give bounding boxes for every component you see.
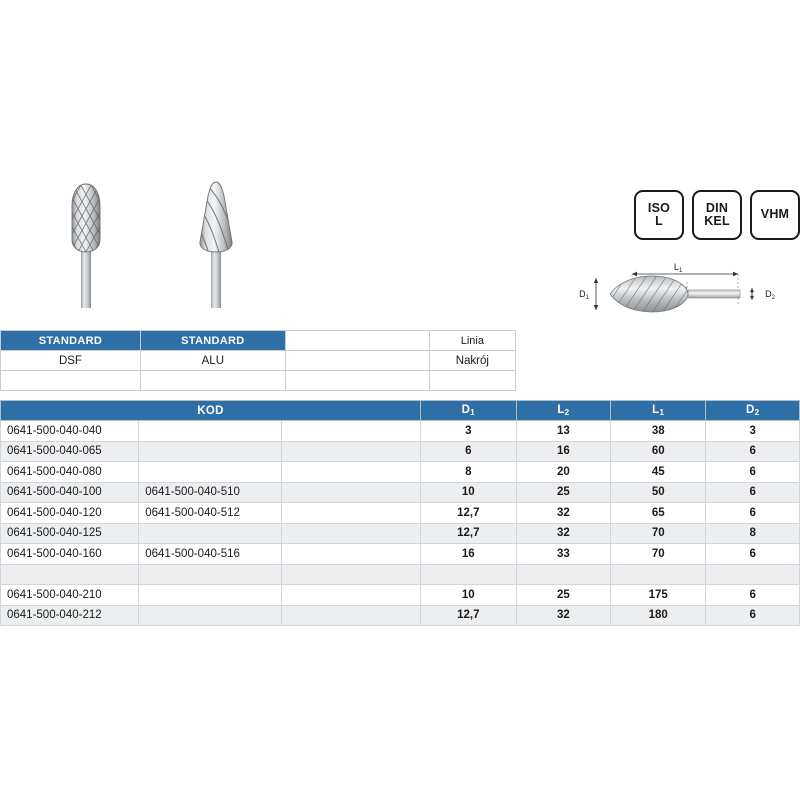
cell-kod1: 0641-500-040-080 — [1, 462, 139, 483]
standards-badges — [634, 190, 800, 240]
cell-l1: 180 — [611, 605, 706, 626]
iso-badge-line2: L — [655, 214, 663, 228]
cell-kod1: 0641-500-040-160 — [1, 544, 139, 565]
cell-d2: 6 — [706, 441, 800, 462]
table-row — [1, 585, 800, 606]
cell-d2: 8 — [706, 523, 800, 544]
specification-table — [0, 400, 800, 626]
header-l1: $L_1$ — [611, 401, 706, 421]
product-illustrations — [0, 180, 300, 325]
standard-strip-spacer-row — [1, 371, 516, 391]
cell-d1: 16 — [420, 544, 516, 565]
header-kod: KOD — [1, 401, 421, 421]
standard-header-linia: Linia — [429, 331, 515, 351]
cell-empty — [281, 421, 420, 442]
cell-l2: 16 — [516, 441, 610, 462]
standard-strip-header-row — [1, 331, 516, 351]
cell-d1: 12,7 — [420, 605, 516, 626]
cell-l2: 13 — [516, 421, 610, 442]
cell-d1: 8 — [420, 462, 516, 483]
table-row-blank — [1, 564, 800, 585]
cell-l2: 25 — [516, 482, 610, 503]
cell-kod1: 0641-500-040-065 — [1, 441, 139, 462]
cell-kod2 — [139, 421, 282, 442]
cell-l1: 38 — [611, 421, 706, 442]
cell-kod2 — [139, 585, 282, 606]
standard-value-dsf: DSF — [1, 351, 141, 371]
standard-header-alu: STANDARD — [140, 331, 285, 351]
cell-kod1: 0641-500-040-212 — [1, 605, 139, 626]
cell-d2: 6 — [706, 585, 800, 606]
cell-d2: 6 — [706, 503, 800, 524]
iso-badge-line1: ISO — [647, 200, 671, 215]
cell-l1: 45 — [611, 462, 706, 483]
standard-value-empty — [285, 351, 429, 371]
cell-kod2: 0641-500-040-516 — [139, 544, 282, 565]
cell-d1 — [420, 564, 516, 585]
header-l2: $L_2$ — [516, 401, 610, 421]
table-row — [1, 482, 800, 503]
table-row — [1, 523, 800, 544]
header-d2: $D_2$ — [706, 401, 800, 421]
iso-badge — [634, 190, 684, 240]
cell-kod2: 0641-500-040-510 — [139, 482, 282, 503]
cell-l1: 70 — [611, 544, 706, 565]
cell-empty — [281, 585, 420, 606]
din-badge — [692, 190, 742, 240]
cell-l1: 60 — [611, 441, 706, 462]
cell-l1: 70 — [611, 523, 706, 544]
cell-l1: 50 — [611, 482, 706, 503]
cell-d2: 3 — [706, 421, 800, 442]
cell-kod2: 0641-500-040-512 — [139, 503, 282, 524]
cell-kod1 — [1, 564, 139, 585]
cell-d2 — [706, 564, 800, 585]
cell-empty — [281, 441, 420, 462]
burr-dsf-illustration — [56, 180, 116, 310]
standard-spacer-1 — [1, 371, 141, 391]
cell-kod2 — [139, 564, 282, 585]
cell-d2: 6 — [706, 482, 800, 503]
svg-text:D2: $D_2$ — [765, 289, 775, 301]
cell-d1: 10 — [420, 482, 516, 503]
cell-kod2 — [139, 441, 282, 462]
table-row — [1, 421, 800, 442]
dimension-drawing — [556, 252, 800, 338]
cell-l2: 32 — [516, 605, 610, 626]
cell-empty — [281, 482, 420, 503]
cell-d2: 6 — [706, 544, 800, 565]
vhm-badge — [750, 190, 800, 240]
cell-d1: 6 — [420, 441, 516, 462]
header-d1: $D_1$ — [420, 401, 516, 421]
table-row — [1, 544, 800, 565]
cell-kod2 — [139, 462, 282, 483]
standard-value-nakroj: Nakrój — [429, 351, 515, 371]
standard-header-dsf: STANDARD — [1, 331, 141, 351]
cell-l1 — [611, 564, 706, 585]
cell-l1: 175 — [611, 585, 706, 606]
cell-d2: 6 — [706, 605, 800, 626]
vhm-badge-line1: VHM — [760, 207, 790, 222]
table-row — [1, 462, 800, 483]
cell-kod2 — [139, 605, 282, 626]
cell-kod1: 0641-500-040-100 — [1, 482, 139, 503]
cell-l2: 33 — [516, 544, 610, 565]
specification-header-row — [1, 401, 800, 421]
svg-text:D1: $D_1$ — [579, 289, 589, 301]
standard-spacer-2 — [140, 371, 285, 391]
cell-l2: 32 — [516, 503, 610, 524]
cell-l2 — [516, 564, 610, 585]
standard-value-alu: ALU — [140, 351, 285, 371]
standard-header-empty — [285, 331, 429, 351]
cell-empty — [281, 605, 420, 626]
cell-kod1: 0641-500-040-125 — [1, 523, 139, 544]
cell-empty — [281, 503, 420, 524]
cell-kod2 — [139, 523, 282, 544]
din-badge-line1: DIN — [705, 200, 729, 215]
cell-d1: 3 — [420, 421, 516, 442]
cell-empty — [281, 523, 420, 544]
cell-empty — [281, 544, 420, 565]
standard-spacer-4 — [429, 371, 515, 391]
table-row — [1, 605, 800, 626]
standard-strip-table — [0, 330, 516, 391]
cell-kod1: 0641-500-040-120 — [1, 503, 139, 524]
specification-table-body — [1, 421, 800, 626]
din-badge-line2: KEL — [704, 214, 730, 228]
cell-empty — [281, 462, 420, 483]
cell-d1: 12,7 — [420, 523, 516, 544]
cell-l1: 65 — [611, 503, 706, 524]
table-row — [1, 441, 800, 462]
cell-kod1: 0641-500-040-040 — [1, 421, 139, 442]
cell-kod1: 0641-500-040-210 — [1, 585, 139, 606]
svg-text:L1: $L_1$ — [673, 262, 683, 274]
cell-d2: 6 — [706, 462, 800, 483]
standard-strip-value-row — [1, 351, 516, 371]
cell-l2: 20 — [516, 462, 610, 483]
standard-spacer-3 — [285, 371, 429, 391]
cell-empty — [281, 564, 420, 585]
table-row — [1, 503, 800, 524]
cell-d1: 12,7 — [420, 503, 516, 524]
cell-l2: 25 — [516, 585, 610, 606]
cell-d1: 10 — [420, 585, 516, 606]
cell-l2: 32 — [516, 523, 610, 544]
burr-alu-illustration — [186, 180, 246, 310]
